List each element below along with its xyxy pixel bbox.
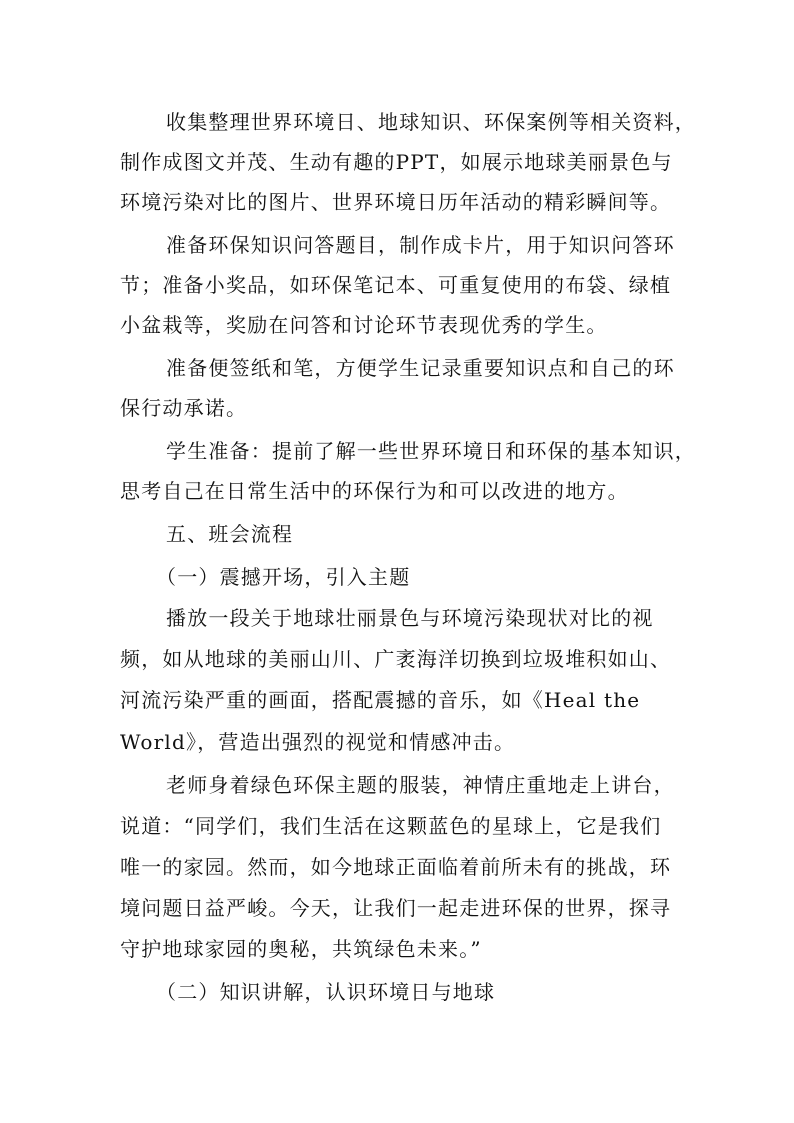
- text-line: 保行动承诺。: [120, 396, 248, 420]
- subsection-heading: （二）知识讲解，认识环境日与地球: [156, 980, 496, 1004]
- text-line: 学生准备：提前了解一些世界环境日和环保的基本知识，: [166, 439, 696, 463]
- text-line: 河流污染严重的画面，搭配震撼的音乐，如《Heal the: [120, 688, 641, 712]
- text-line: 小盆栽等，奖励在问答和讨论环节表现优秀的学生。: [120, 313, 608, 337]
- text-line: 收集整理世界环境日、地球知识、环保案例等相关资料，: [166, 110, 696, 134]
- text-line: 节；准备小奖品，如环保笔记本、可重复使用的布袋、绿植: [120, 273, 672, 297]
- text-line: 说道：“同学们，我们生活在这颗蓝色的星球上，它是我们: [120, 814, 662, 838]
- text-line: World》，营造出强烈的视觉和情感冲击。: [120, 730, 516, 754]
- section-heading: 五、班会流程: [166, 522, 294, 546]
- text-line: 频，如从地球的美丽山川、广袤海洋切换到垃圾堆积如山、: [120, 647, 672, 671]
- text-line: 唯一的家园。然而，如今地球正面临着前所未有的挑战，环: [120, 855, 672, 879]
- text-line: 境问题日益严峻。今天，让我们一起走进环保的世界，探寻: [120, 896, 672, 920]
- text-line: 准备环保知识问答题目，制作成卡片，用于知识问答环: [166, 233, 675, 257]
- text-line: 守护地球家园的奥秘，共筑绿色未来。”: [120, 937, 482, 961]
- text-line: 思考自己在日常生活中的环保行为和可以改进的地方。: [120, 479, 629, 503]
- text-line: 制作成图文并茂、生动有趣的PPT，如展示地球美丽景色与: [120, 150, 673, 174]
- text-line: 准备便签纸和笔，方便学生记录重要知识点和自己的环: [166, 356, 675, 380]
- subsection-heading: （一）震撼开场，引入主题: [156, 565, 411, 589]
- text-line: 播放一段关于地球壮丽景色与环境污染现状对比的视: [166, 606, 654, 630]
- text-line: 环境污染对比的图片、世界环境日历年活动的精彩瞬间等。: [120, 190, 672, 214]
- text-line: 老师身着绿色环保主题的服装，神情庄重地走上讲台，: [166, 773, 675, 797]
